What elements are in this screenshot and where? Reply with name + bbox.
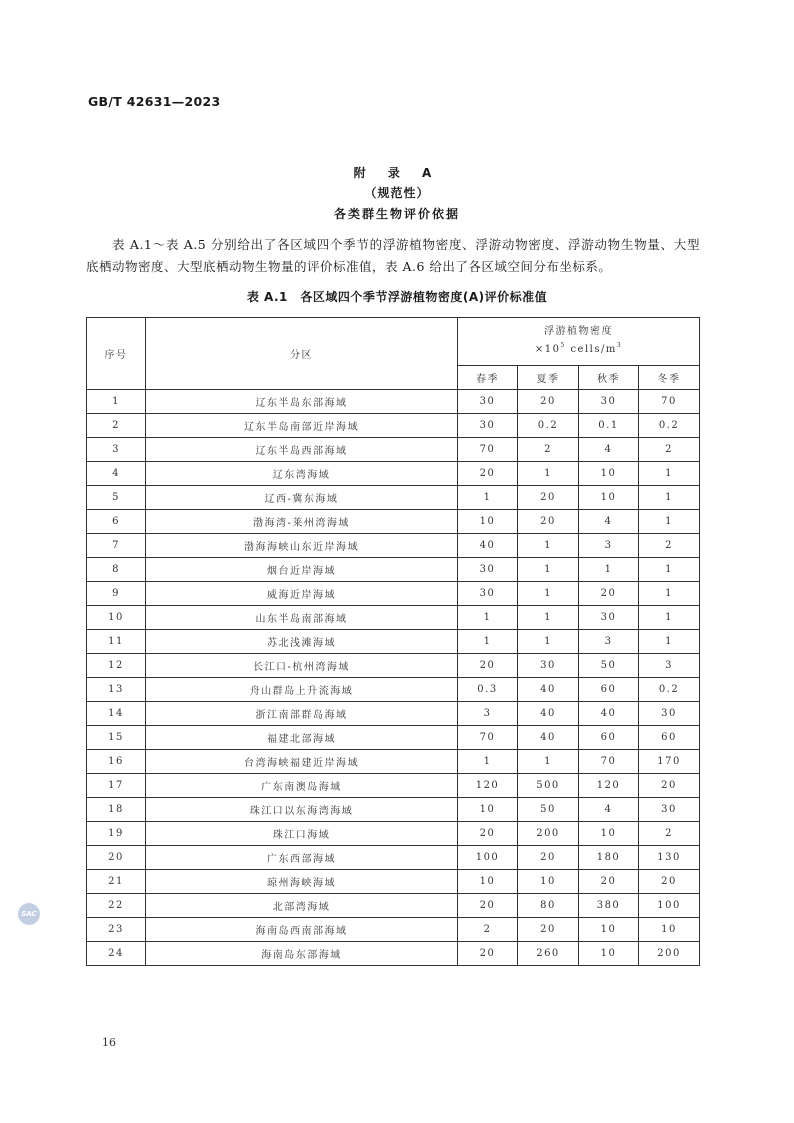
table-row [87,558,700,582]
row-summer: 80 [518,894,579,918]
row-spring: 20 [458,942,518,966]
table-row [87,390,700,414]
table-row [87,534,700,558]
header-zone: 分区 [146,318,458,390]
row-seq: 11 [87,630,146,654]
row-summer: 1 [518,750,579,774]
row-zone: 珠江口海域 [146,822,458,846]
row-autumn: 10 [579,486,639,510]
row-spring: 100 [458,846,518,870]
row-autumn: 10 [579,462,639,486]
row-summer: 20 [518,510,579,534]
table-row [87,942,700,966]
row-autumn: 180 [579,846,639,870]
row-autumn: 30 [579,606,639,630]
row-winter: 30 [639,702,700,726]
row-seq: 13 [87,678,146,702]
row-zone: 辽西-冀东海域 [146,486,458,510]
row-autumn: 4 [579,510,639,534]
row-summer: 20 [518,486,579,510]
row-seq: 16 [87,750,146,774]
table-row [87,630,700,654]
row-winter: 1 [639,486,700,510]
row-zone: 渤海湾-莱州湾海域 [146,510,458,534]
row-zone: 广东西部海域 [146,846,458,870]
row-zone: 舟山群岛上升流海域 [146,678,458,702]
row-winter: 60 [639,726,700,750]
row-seq: 24 [87,942,146,966]
row-zone: 辽东半岛西部海域 [146,438,458,462]
row-zone: 北部湾海域 [146,894,458,918]
row-summer: 40 [518,678,579,702]
row-autumn: 120 [579,774,639,798]
row-seq: 20 [87,846,146,870]
row-summer: 50 [518,798,579,822]
row-winter: 30 [639,798,700,822]
row-summer: 20 [518,390,579,414]
row-summer: 10 [518,870,579,894]
appendix-name: 各类群生物评价依据 [333,207,460,221]
row-spring: 10 [458,870,518,894]
row-seq: 23 [87,918,146,942]
row-spring: 1 [458,606,518,630]
table-row [87,894,700,918]
row-autumn: 10 [579,918,639,942]
row-summer: 200 [518,822,579,846]
row-summer: 40 [518,726,579,750]
table-row [87,582,700,606]
table-row [87,798,700,822]
row-winter: 2 [639,534,700,558]
row-zone: 福建北部海域 [146,726,458,750]
row-seq: 10 [87,606,146,630]
density-table [86,317,700,966]
row-autumn: 4 [579,438,639,462]
table-row [87,726,700,750]
row-spring: 20 [458,654,518,678]
row-zone: 辽东半岛南部近岸海域 [146,414,458,438]
row-autumn: 3 [579,534,639,558]
row-seq: 21 [87,870,146,894]
table-row [87,870,700,894]
row-spring: 120 [458,774,518,798]
row-summer: 260 [518,942,579,966]
table-row [87,414,700,438]
row-summer: 1 [518,558,579,582]
row-spring: 2 [458,918,518,942]
row-zone: 渤海海峡山东近岸海域 [146,534,458,558]
page-number: 16 [102,1036,116,1049]
row-winter: 1 [639,462,700,486]
row-summer: 20 [518,846,579,870]
table-row [87,462,700,486]
row-seq: 4 [87,462,146,486]
row-zone: 广东南澳岛海域 [146,774,458,798]
sac-watermark-logo: SAC [18,903,40,925]
row-seq: 5 [87,486,146,510]
row-autumn: 50 [579,654,639,678]
header-winter: 冬季 [639,366,700,390]
row-autumn: 4 [579,798,639,822]
row-autumn: 60 [579,726,639,750]
header-spring: 春季 [458,366,518,390]
table-body [87,390,700,966]
header-autumn: 秋季 [579,366,639,390]
row-seq: 1 [87,390,146,414]
row-autumn: 380 [579,894,639,918]
row-spring: 30 [458,582,518,606]
row-zone: 浙江南部群岛海域 [146,702,458,726]
row-autumn: 60 [579,678,639,702]
row-winter: 20 [639,774,700,798]
row-winter: 0.2 [639,414,700,438]
header-seq: 序号 [87,318,146,390]
row-autumn: 0.1 [579,414,639,438]
row-spring: 20 [458,462,518,486]
density-label: 浮游植物密度 [544,326,614,337]
row-seq: 14 [87,702,146,726]
row-seq: 19 [87,822,146,846]
row-seq: 9 [87,582,146,606]
row-spring: 30 [458,414,518,438]
row-summer: 1 [518,462,579,486]
table-row [87,822,700,846]
row-summer: 30 [518,654,579,678]
row-spring: 40 [458,534,518,558]
row-spring: 30 [458,390,518,414]
row-winter: 1 [639,582,700,606]
row-zone: 烟台近岸海域 [146,558,458,582]
row-winter: 170 [639,750,700,774]
standard-code: GB/T 42631—2023 [88,94,221,109]
row-spring: 1 [458,630,518,654]
row-spring: 10 [458,798,518,822]
table-row [87,750,700,774]
table-row [87,606,700,630]
row-spring: 20 [458,822,518,846]
row-autumn: 3 [579,630,639,654]
row-winter: 1 [639,606,700,630]
row-winter: 10 [639,918,700,942]
row-seq: 18 [87,798,146,822]
row-summer: 1 [518,534,579,558]
row-spring: 70 [458,438,518,462]
row-seq: 15 [87,726,146,750]
row-seq: 2 [87,414,146,438]
row-spring: 30 [458,558,518,582]
appendix-title: 附 录 A [353,166,441,180]
row-winter: 100 [639,894,700,918]
row-summer: 0.2 [518,414,579,438]
row-summer: 1 [518,582,579,606]
row-zone: 长江口-杭州湾海域 [146,654,458,678]
table-row [87,678,700,702]
header-density [458,318,700,366]
row-zone: 琼州海峡海域 [146,870,458,894]
row-seq: 12 [87,654,146,678]
row-seq: 3 [87,438,146,462]
table-row [87,510,700,534]
row-zone: 海南岛东部海域 [146,942,458,966]
row-seq: 7 [87,534,146,558]
row-autumn: 10 [579,942,639,966]
row-zone: 威海近岸海域 [146,582,458,606]
header-summer: 夏季 [518,366,579,390]
row-winter: 200 [639,942,700,966]
row-winter: 1 [639,630,700,654]
row-spring: 20 [458,894,518,918]
table-row [87,438,700,462]
table-row [87,654,700,678]
row-winter: 2 [639,822,700,846]
row-autumn: 20 [579,870,639,894]
row-winter: 2 [639,438,700,462]
row-zone: 苏北浅滩海域 [146,630,458,654]
row-autumn: 1 [579,558,639,582]
row-autumn: 30 [579,390,639,414]
row-summer: 500 [518,774,579,798]
row-spring: 3 [458,702,518,726]
row-zone: 珠江口以东海湾海域 [146,798,458,822]
row-seq: 22 [87,894,146,918]
density-unit: $\times 10^5$ cells/$m^3$ [534,342,623,355]
row-seq: 8 [87,558,146,582]
table-row [87,774,700,798]
row-seq: 6 [87,510,146,534]
row-spring: 1 [458,750,518,774]
row-winter: 0.2 [639,678,700,702]
row-zone: 辽东湾海域 [146,462,458,486]
row-winter: 1 [639,510,700,534]
row-winter: 20 [639,870,700,894]
row-seq: 17 [87,774,146,798]
row-summer: 1 [518,630,579,654]
row-autumn: 10 [579,822,639,846]
table-row [87,918,700,942]
row-zone: 台湾海峡福建近岸海域 [146,750,458,774]
row-summer: 40 [518,702,579,726]
table-row [87,486,700,510]
row-spring: 70 [458,726,518,750]
intro-paragraph: 表 A.1～表 A.5 分别给出了各区域四个季节的浮游植物密度、浮游动物密度、浮游动物生物量、大型底栖动物密度、大型底栖动物生物量的评价标准值，表 A.6 给出了各区域空间分布坐标系。 [86,237,700,274]
row-winter: 70 [639,390,700,414]
appendix-type: （规范性） [364,186,430,200]
row-summer: 2 [518,438,579,462]
row-spring: 0.3 [458,678,518,702]
row-spring: 10 [458,510,518,534]
row-spring: 1 [458,486,518,510]
table-row [87,846,700,870]
row-zone: 海南岛西南部海域 [146,918,458,942]
row-winter: 3 [639,654,700,678]
row-autumn: 20 [579,582,639,606]
row-zone: 山东半岛南部海域 [146,606,458,630]
table-row [87,702,700,726]
row-winter: 130 [639,846,700,870]
row-summer: 1 [518,606,579,630]
row-winter: 1 [639,558,700,582]
row-autumn: 70 [579,750,639,774]
table-caption: 表 A.1 各区域四个季节浮游植物密度(A)评价标准值 [246,290,548,304]
row-summer: 20 [518,918,579,942]
row-zone: 辽东半岛东部海域 [146,390,458,414]
row-autumn: 40 [579,702,639,726]
